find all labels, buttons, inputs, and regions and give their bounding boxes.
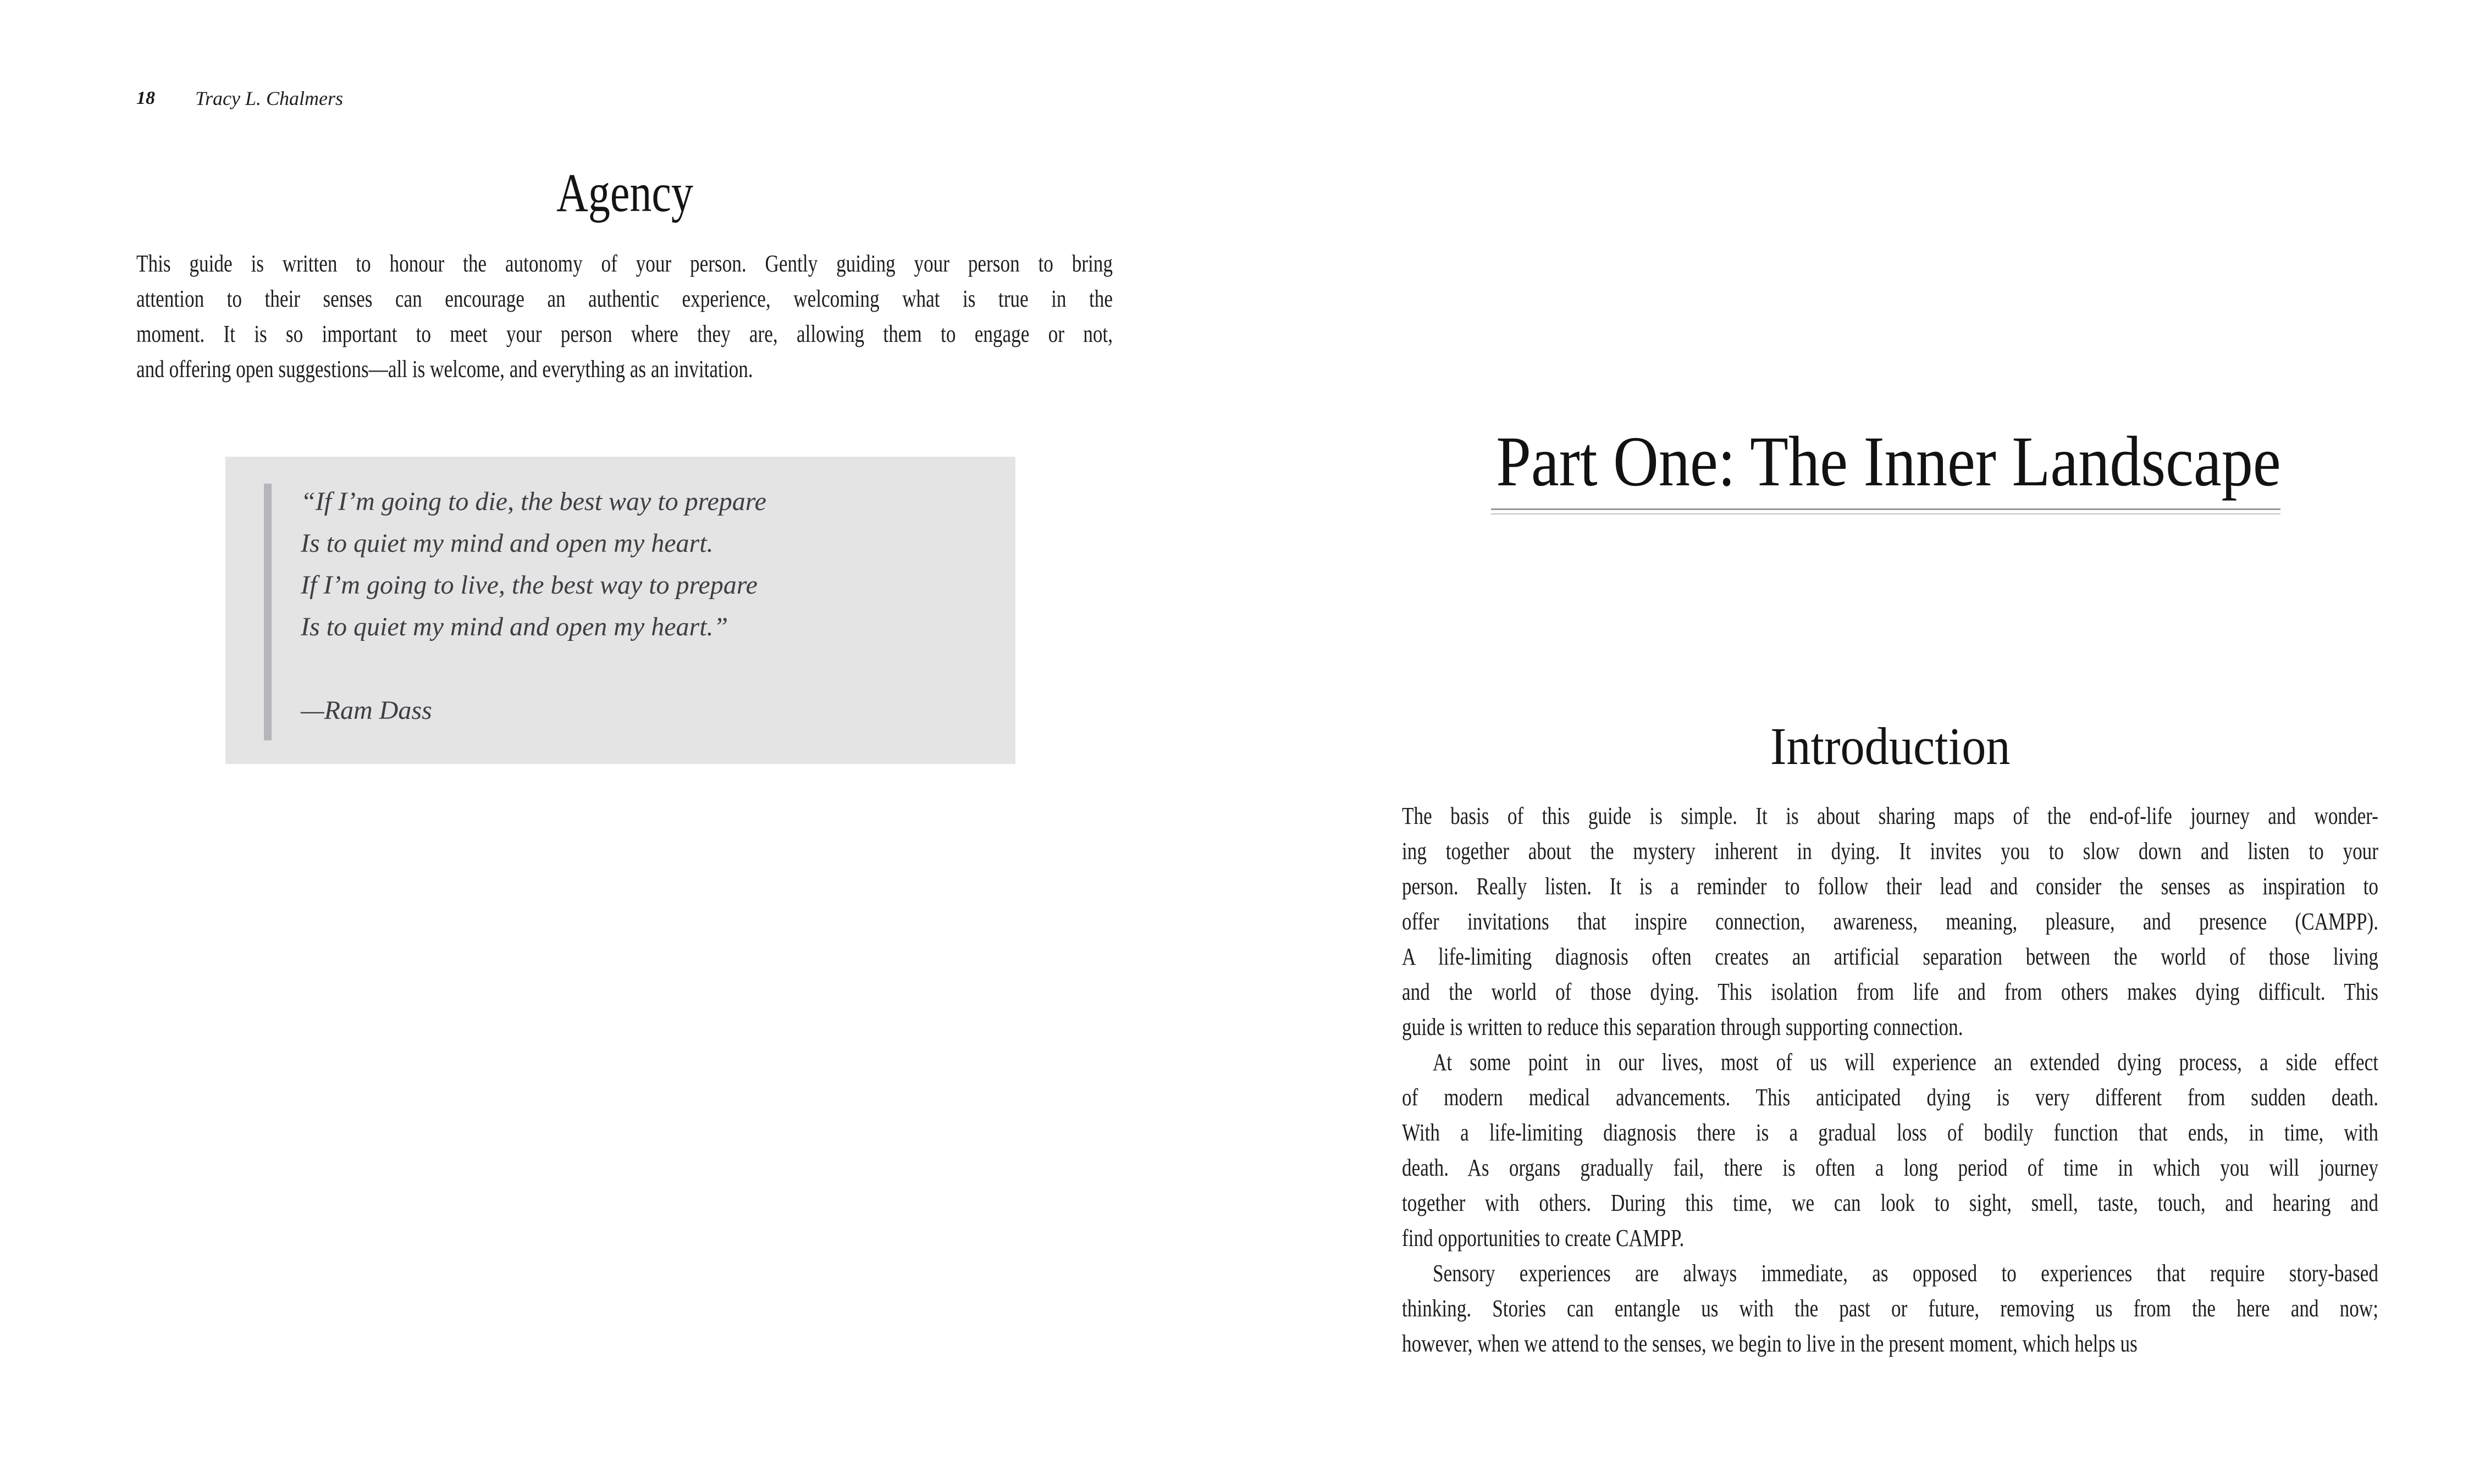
quote-attribution: —Ram Dass xyxy=(301,696,432,725)
section-heading-agency xyxy=(136,163,1113,223)
left-page-paragraph-lines xyxy=(136,246,1113,387)
text-line: however, when we attend to the senses, we begin to live in the present moment, which helps us xyxy=(1402,1330,2138,1357)
text-line: “If I’m going to die, the best way to prepare xyxy=(301,487,766,516)
text-line: and offering open suggestions—all is welcome, and everything as an invitation. xyxy=(136,356,753,383)
rule-line-light xyxy=(1491,513,2280,514)
text-line: person. Really listen. It is a reminder to follow their lead and consider the senses as inspiration to xyxy=(1402,873,2378,900)
text-line: thinking. Stories can entangle us with the past or future, removing us from the here and now; xyxy=(1402,1295,2378,1322)
text-line: The basis of this guide is simple. It is about sharing maps of the end-of-life journey and wonder- xyxy=(1402,802,2378,829)
quote-vertical-bar xyxy=(264,484,272,740)
text-line: If I’m going to live, the best way to prepare xyxy=(301,571,758,600)
right-page-body-lines xyxy=(1402,799,2378,1361)
text-line: ing together about the mystery inherent in dying. It invites you to slow down and listen to your xyxy=(1402,838,2378,865)
text-line: and the world of those dying. This isolation from life and from others makes dying difficult. This xyxy=(1402,978,2378,1005)
quote-lines xyxy=(301,481,766,648)
text-line: A life-limiting diagnosis often creates an artificial separation between the world of those living xyxy=(1402,943,2378,970)
text-line: of modern medical advancements. This anticipated dying is very different from sudden death. xyxy=(1402,1084,2378,1111)
text-line: Is to quiet my mind and open my heart. xyxy=(301,529,714,558)
section-heading-introduction xyxy=(1402,717,2378,776)
part-title-text: Part One: The Inner Landscape xyxy=(1496,422,2281,501)
part-title xyxy=(1396,422,2381,501)
right-page-body xyxy=(1402,799,2378,1361)
rule-line-dark xyxy=(1491,508,2280,510)
text-line: offer invitations that inspire connection, awareness, meaning, pleasure, and presence (CAMPP). xyxy=(1402,908,2378,935)
section-heading-introduction-text: Introduction xyxy=(1770,717,2011,776)
text-line: With a life-limiting diagnosis there is a gradual loss of bodily function that ends, in time, with xyxy=(1402,1119,2378,1146)
left-page-paragraph xyxy=(136,246,1113,387)
text-line: This guide is written to honour the autonomy of your person. Gently guiding your person to bring xyxy=(136,250,1113,277)
page-number: 18 xyxy=(136,88,155,108)
text-line: At some point in our lives, most of us will experience an extended dying process, a side effect xyxy=(1433,1049,2378,1076)
section-heading-agency-text: Agency xyxy=(556,162,693,223)
running-header-author: Tracy L. Chalmers xyxy=(195,87,344,109)
text-line: find opportunities to create CAMPP. xyxy=(1402,1225,1685,1252)
text-line: Sensory experiences are always immediate, as opposed to experiences that require story-based xyxy=(1433,1260,2378,1287)
text-line: death. As organs gradually fail, there is often a long period of time in which you will journey xyxy=(1402,1154,2378,1181)
text-line: guide is written to reduce this separation through supporting connection. xyxy=(1402,1014,1963,1040)
pull-quote-box xyxy=(225,457,1015,764)
text-line: together with others. During this time, we can look to sight, smell, taste, touch, and hearing and xyxy=(1402,1189,2378,1216)
text-line: moment. It is so important to meet your person where they are, allowing them to engage or not, xyxy=(136,320,1113,347)
text-line: Is to quiet my mind and open my heart.” xyxy=(301,612,728,641)
part-title-rule xyxy=(1491,508,2280,514)
text-line: attention to their senses can encourage an authentic experience, welcoming what is true in the xyxy=(136,285,1113,312)
